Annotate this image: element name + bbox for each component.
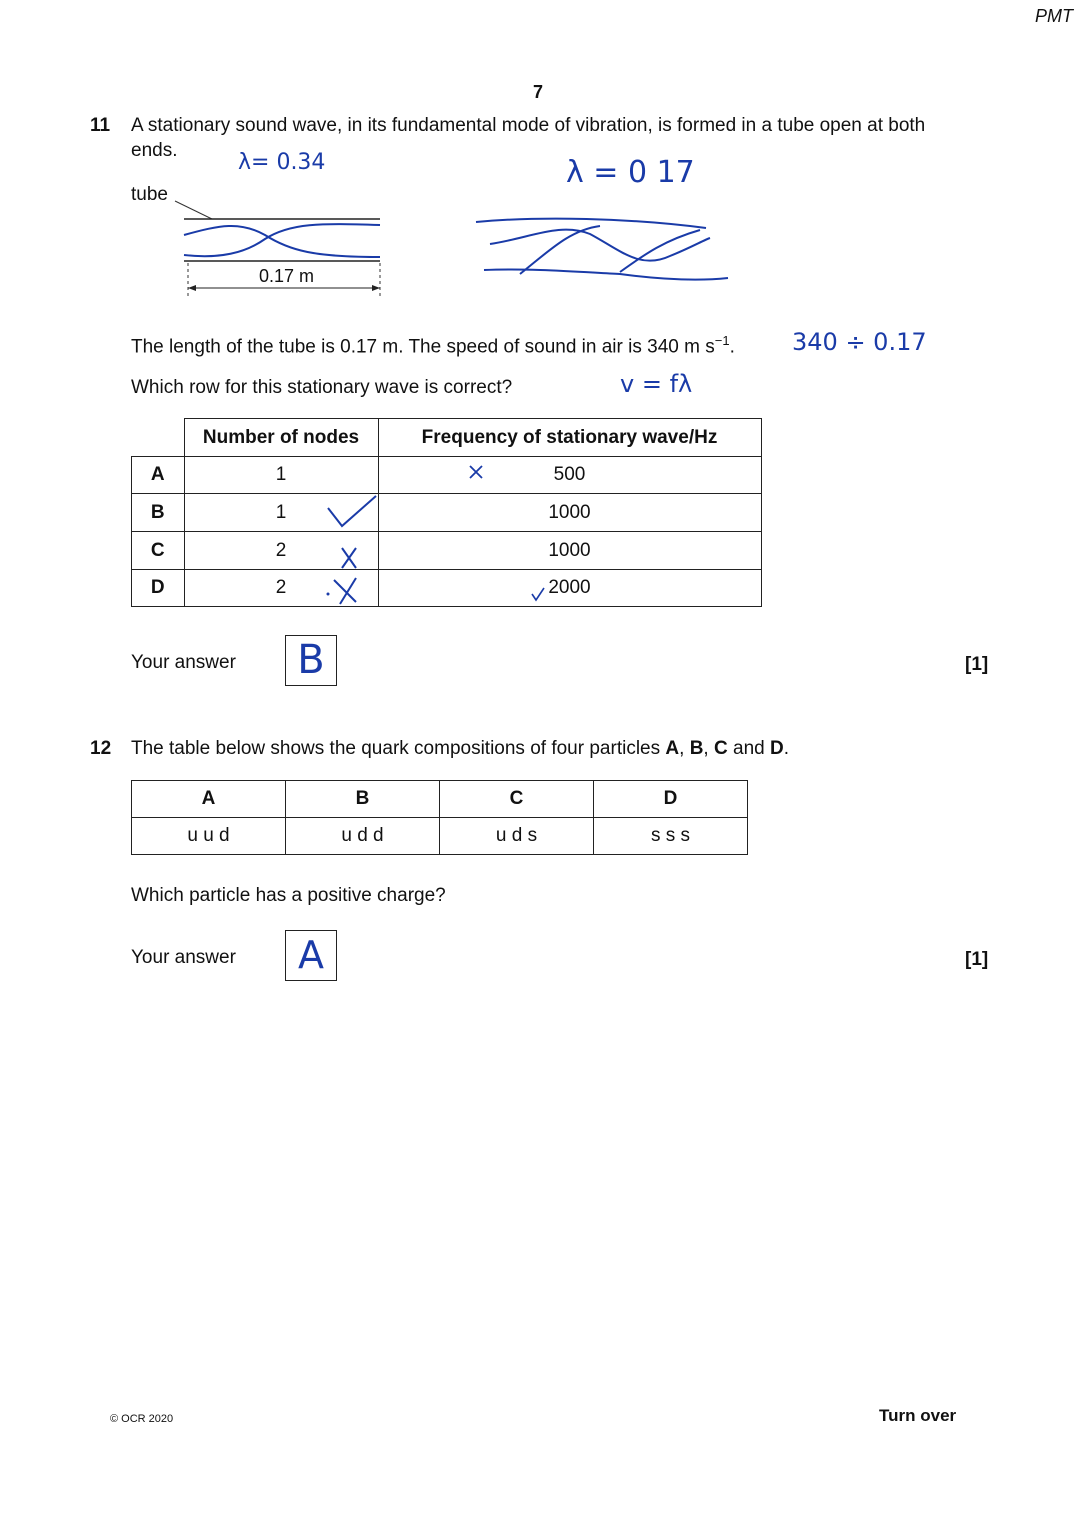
row-nodes: 2 (184, 532, 378, 570)
row-nodes: 1 (184, 494, 378, 532)
q12-header-b: B (286, 781, 440, 818)
q11-info-main: The length of the tube is 0.17 m. The speed of sound in air is 340 m s (131, 336, 715, 358)
q12-stem-b: B (689, 738, 704, 759)
q12-stem (131, 737, 789, 761)
q12-number: 12 (90, 738, 112, 759)
q12-stem-c: C (713, 738, 728, 759)
q11-header-frequency: Frequency of stationary wave/Hz (378, 419, 761, 457)
page-number: 7 (533, 82, 544, 102)
handwriting-v-f-lambda: v = fλ (620, 370, 693, 398)
row-frequency: 500 (378, 457, 761, 494)
row-letter: B (132, 494, 185, 532)
q12-table (131, 780, 748, 855)
row-letter: D (132, 570, 185, 607)
q11-stem-line1: A stationary sound wave, in its fundamental mode of vibration, is formed in a tube open at both (131, 115, 926, 136)
q11-question: Which row for this stationary wave is correct? (131, 377, 513, 398)
q12-stem-sep2: , (703, 738, 709, 759)
q11-handwritten-answer: B (297, 637, 325, 683)
row-frequency: 2000 (378, 570, 761, 607)
q11-info (131, 329, 735, 359)
q11-answer-box[interactable] (285, 635, 337, 686)
q12-stem-sep1: , (679, 738, 685, 759)
q12-header-a: A (132, 781, 286, 818)
q11-marks: [1] (965, 654, 989, 675)
q11-stem-line2: ends. (131, 140, 178, 161)
row-nodes: 2 (184, 570, 378, 607)
sketch-wave (470, 210, 740, 290)
q12-value-b: u d d (286, 818, 440, 855)
q12-stem-text: The table below shows the quark compositions of four particles (131, 738, 661, 759)
q12-handwritten-answer: A (298, 933, 324, 977)
q12-header-c: C (440, 781, 594, 818)
q12-stem-d: D (769, 738, 784, 759)
tube-label: tube (131, 184, 168, 205)
handwriting-lambda-017: λ = 0 17 (566, 155, 695, 190)
handwriting-lambda-034: λ= 0.34 (238, 150, 326, 175)
row-nodes: 1 (184, 457, 378, 494)
copyright: © OCR 2020 (110, 1413, 174, 1425)
q12-value-a: u u d (132, 818, 286, 855)
tube-length-label: 0.17 m (259, 266, 315, 286)
handwriting-calc-340: 340 ÷ 0.17 (792, 328, 927, 356)
q11-info-end: . (729, 336, 735, 358)
turn-over: Turn over (879, 1406, 957, 1425)
q11-number: 11 (90, 115, 111, 136)
table-markings (320, 460, 580, 610)
q12-stem-end: . (783, 738, 789, 759)
tube-diagram (150, 195, 400, 305)
q11-info-sup: −1 (714, 333, 730, 348)
row-frequency: 1000 (378, 494, 761, 532)
row-frequency: 1000 (378, 532, 761, 570)
q12-value-c: u d s (440, 818, 594, 855)
q12-question: Which particle has a positive charge? (131, 885, 446, 906)
q11-answer-label: Your answer (131, 652, 236, 673)
q12-marks: [1] (965, 949, 989, 970)
q12-value-d: s s s (594, 818, 748, 855)
q12-stem-and: and (733, 738, 765, 759)
row-letter: A (132, 457, 185, 494)
q12-answer-box[interactable] (285, 930, 337, 981)
row-letter: C (132, 532, 185, 570)
watermark: PMT (1035, 6, 1073, 26)
q11-header-nodes: Number of nodes (184, 419, 378, 457)
q12-header-d: D (594, 781, 748, 818)
q11-table-corner (132, 419, 185, 457)
q12-answer-label: Your answer (131, 947, 236, 968)
q12-stem-a: A (665, 738, 680, 759)
